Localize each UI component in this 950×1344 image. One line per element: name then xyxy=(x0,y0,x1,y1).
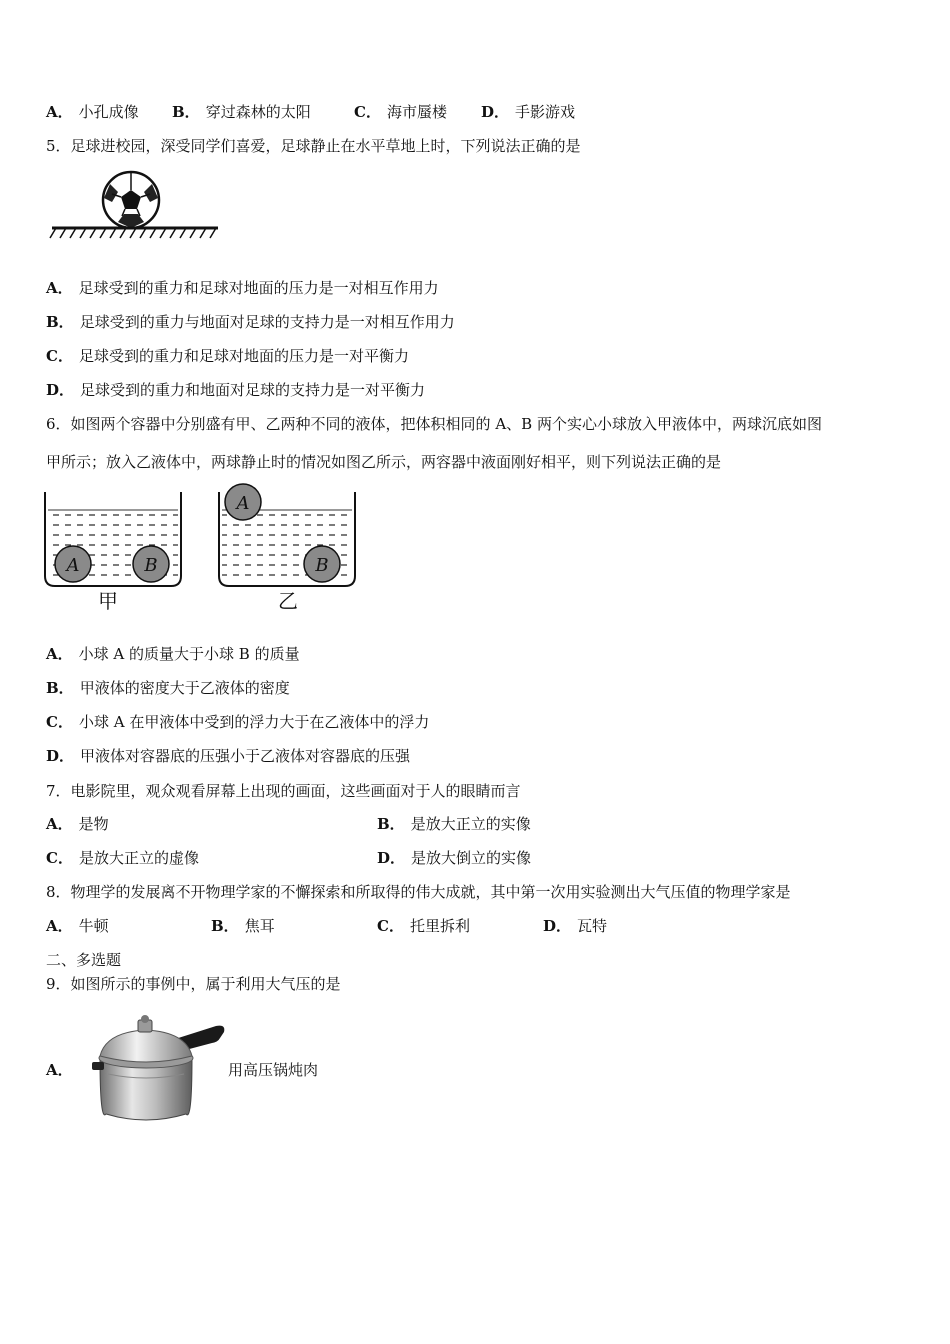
containers-figure xyxy=(40,480,360,620)
q9-option-a-text: 用高压锅炖肉 xyxy=(228,1061,319,1079)
q6-option-a xyxy=(46,644,300,664)
ball-b-jia-label: B xyxy=(144,555,158,576)
option-text: 足球受到的重力与地面对足球的支持力是一对相互作用力 xyxy=(79,313,455,331)
option-text: 小球 A 的质量大于小球 B 的质量 xyxy=(78,645,300,663)
option-label: D． xyxy=(543,917,572,935)
q4-option-d xyxy=(481,102,575,122)
q7-stem: 7．电影院里，观众观看屏幕上出现的画面，这些画面对于人的眼睛而言 xyxy=(46,782,521,800)
option-text: 牛顿 xyxy=(78,917,109,935)
option-label: C． xyxy=(354,103,381,121)
option-text: 穿过森林的太阳 xyxy=(205,103,311,121)
option-text: 甲液体对容器底的压强小于乙液体对容器底的压强 xyxy=(80,747,411,765)
q4-option-c xyxy=(354,102,447,122)
option-label: B． xyxy=(46,679,74,697)
q7-option-a xyxy=(46,814,109,834)
option-label: C． xyxy=(377,917,404,935)
q7-option-d xyxy=(377,848,531,868)
option-text: 足球受到的重力和地面对足球的支持力是一对平衡力 xyxy=(80,381,426,399)
option-text: 小球 A 在甲液体中受到的浮力大于在乙液体中的浮力 xyxy=(78,713,430,731)
option-label: A． xyxy=(46,645,73,663)
option-label: A． xyxy=(46,1061,73,1079)
option-text: 是放大倒立的实像 xyxy=(411,849,532,867)
option-text: 甲液体的密度大于乙液体的密度 xyxy=(79,679,290,697)
option-text: 海市蜃楼 xyxy=(386,103,447,121)
option-label: D． xyxy=(46,381,75,399)
q6-stem-line1: 6．如图两个容器中分别盛有甲、乙两种不同的液体，把体积相同的 A、B 两个实心小球放入甲液体中，两球沉底如图 xyxy=(46,415,822,433)
q6-stem-line2: 甲所示；放入乙液体中，两球静止时的情况如图乙所示，两容器中液面刚好相平，则下列说法正确的是 xyxy=(46,453,722,471)
section-title: 二、多选题 xyxy=(46,951,122,969)
q9-stem: 9．如图所示的事例中，属于利用大气压的是 xyxy=(46,975,341,993)
option-label: B． xyxy=(46,313,74,331)
q4-option-a xyxy=(46,102,139,122)
q6-option-c xyxy=(46,712,429,732)
option-label: A． xyxy=(46,815,73,833)
option-text: 是物 xyxy=(78,815,109,833)
q8-option-b xyxy=(211,916,275,936)
option-text: 焦耳 xyxy=(244,917,275,935)
q5-option-a xyxy=(46,278,439,298)
option-label: D． xyxy=(46,747,75,765)
option-label: D． xyxy=(481,103,510,121)
q8-option-a xyxy=(46,916,109,936)
container-jia xyxy=(45,492,181,586)
q5-option-b xyxy=(46,312,455,332)
q9-option-a-label xyxy=(46,1060,79,1080)
caption-yi: 乙 xyxy=(278,589,298,613)
q5-stem: 5．足球进校园，深受同学们喜爱，足球静止在水平草地上时，下列说法正确的是 xyxy=(46,137,581,155)
container-yi xyxy=(219,484,355,586)
q6-option-b xyxy=(46,678,290,698)
option-label: B． xyxy=(377,815,405,833)
q7-option-b xyxy=(377,814,531,834)
option-label: C． xyxy=(46,713,73,731)
option-text: 手影游戏 xyxy=(515,103,576,121)
q8-stem: 8．物理学的发展离不开物理学家的不懈探索和所取得的伟大成就，其中第一次用实验测出大气压值的物理学家是 xyxy=(46,883,791,901)
soccer-ball-figure xyxy=(48,170,220,242)
option-text: 小孔成像 xyxy=(78,103,139,121)
option-label: A． xyxy=(46,917,73,935)
option-label: D． xyxy=(377,849,406,867)
option-text: 是放大正立的虚像 xyxy=(78,849,199,867)
q8-option-d xyxy=(543,916,607,936)
option-label: B． xyxy=(211,917,239,935)
q6-option-d xyxy=(46,746,410,766)
pressure-cooker-image xyxy=(86,1014,230,1124)
q4-option-b xyxy=(172,102,311,122)
option-label: C． xyxy=(46,347,73,365)
ball-a-jia-label: A xyxy=(66,555,80,576)
q5-option-c xyxy=(46,346,409,366)
option-label: B． xyxy=(172,103,200,121)
option-text: 瓦特 xyxy=(577,917,608,935)
option-text: 是放大正立的实像 xyxy=(410,815,531,833)
option-text: 足球受到的重力和足球对地面的压力是一对相互作用力 xyxy=(78,279,439,297)
q7-option-c xyxy=(46,848,199,868)
caption-jia: 甲 xyxy=(98,589,118,613)
option-label: C． xyxy=(46,849,73,867)
option-label: A． xyxy=(46,103,73,121)
option-label: A． xyxy=(46,279,73,297)
ball-a-yi-label: A xyxy=(236,493,250,514)
q8-option-c xyxy=(377,916,470,936)
option-text: 托里拆利 xyxy=(409,917,470,935)
option-text: 足球受到的重力和足球对地面的压力是一对平衡力 xyxy=(78,347,409,365)
q5-option-d xyxy=(46,380,425,400)
ball-b-yi-label: B xyxy=(315,555,329,576)
